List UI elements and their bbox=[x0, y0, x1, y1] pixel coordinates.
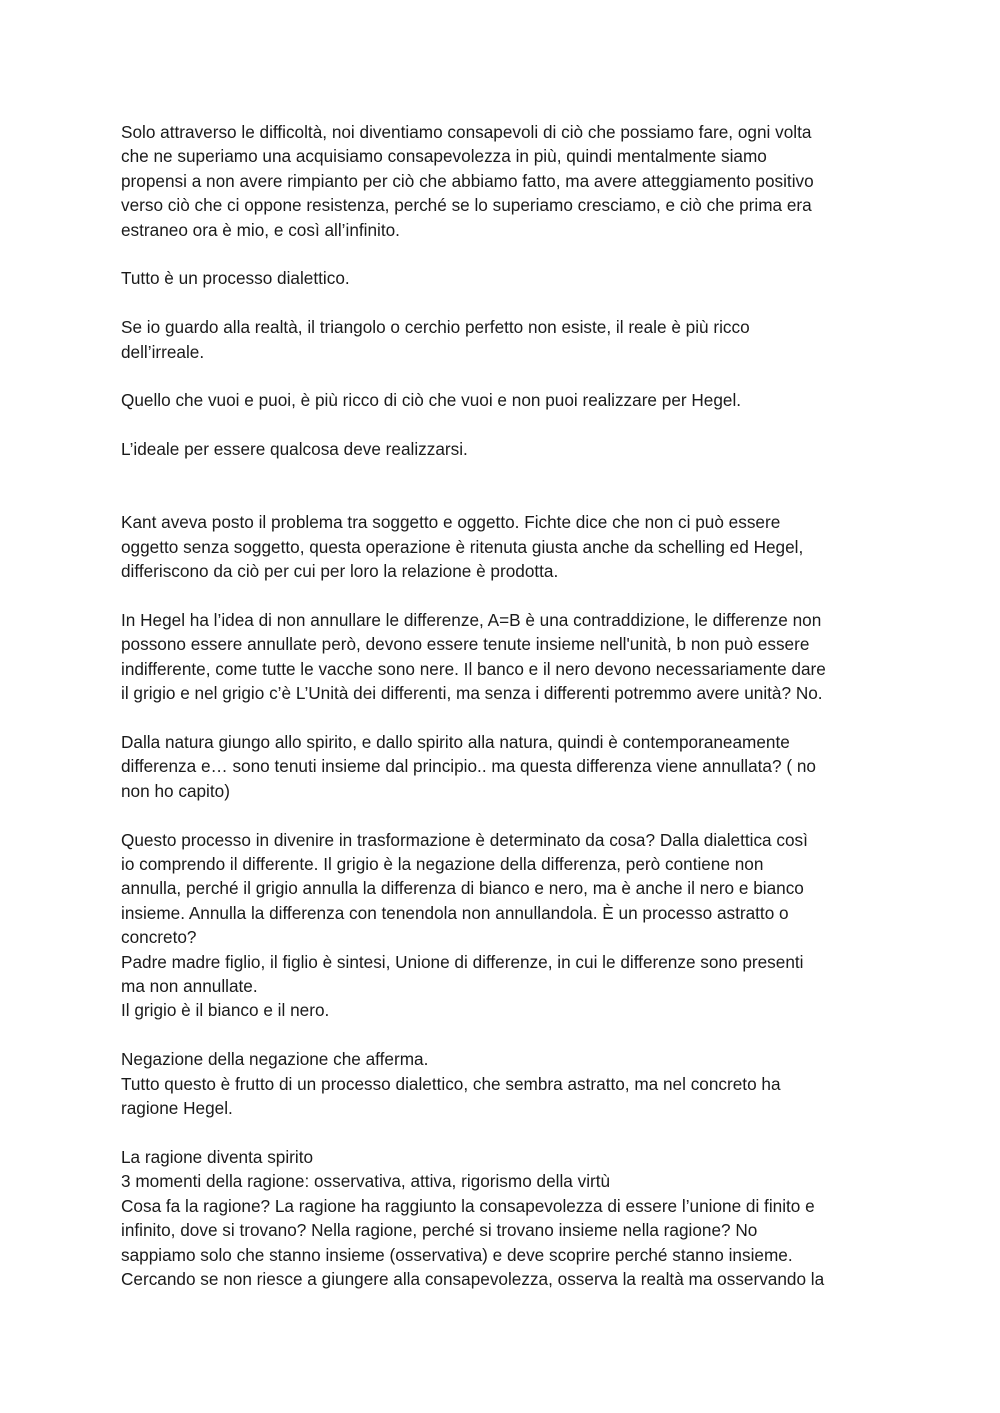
paragraph-kant bbox=[121, 510, 889, 583]
paragraph-ragione-spirito bbox=[121, 1145, 889, 1291]
text-line: possono essere annullate però, devono essere tenute insieme nell'unità, b non può essere bbox=[121, 634, 810, 655]
text-line: Kant aveva posto il problema tra soggetto e oggetto. Fichte dice che non ci può essere bbox=[121, 512, 781, 533]
document-body bbox=[121, 120, 889, 1291]
text-line: sappiamo solo che stanno insieme (osservativa) e deve scoprire perché stanno insieme. bbox=[121, 1244, 793, 1265]
text-line: Cercando se non riesce a giungere alla consapevolezza, osserva la realtà ma osservando la bbox=[121, 1268, 825, 1289]
text-line: oggetto senza soggetto, questa operazione è ritenuta giusta anche da schelling ed Hegel, bbox=[121, 536, 804, 557]
paragraph-divenire bbox=[121, 828, 889, 1023]
text-line: annulla, perché il grigio annulla la differenza di bianco e nero, ma è anche il nero e bianco bbox=[121, 878, 804, 899]
text-line: estraneo ora è mio, e così all’infinito. bbox=[121, 219, 400, 240]
text-line: In Hegel ha l’idea di non annullare le differenze, A=B è una contraddizione, le differenze non bbox=[121, 610, 822, 631]
text-line: Padre madre figlio, il figlio è sintesi, Unione di differenze, in cui le differenze sono presenti bbox=[121, 951, 804, 972]
blank-line bbox=[121, 486, 889, 510]
text-line: differiscono da ciò per cui per loro la relazione è prodotta. bbox=[121, 561, 559, 582]
text-line: Tutto è un processo dialettico. bbox=[121, 268, 350, 289]
text-line: dell’irreale. bbox=[121, 341, 205, 362]
paragraph-ideale bbox=[121, 437, 889, 461]
text-line: La ragione diventa spirito bbox=[121, 1146, 314, 1167]
text-line: concreto? bbox=[121, 927, 197, 948]
text-line: differenza e… sono tenuti insieme dal principio.. ma questa differenza viene annullata? ( no bbox=[121, 756, 816, 777]
text-line: insieme. Annulla la differenza con tenendola non annullandola. È un processo astratto o bbox=[121, 902, 789, 923]
text-line: ragione Hegel. bbox=[121, 1098, 233, 1119]
text-line: L’ideale per essere qualcosa deve realizzarsi. bbox=[121, 439, 468, 460]
text-line: Negazione della negazione che afferma. bbox=[121, 1049, 429, 1070]
paragraph-negazione bbox=[121, 1047, 889, 1120]
text-line: il grigio e nel grigio c’è L’Unità dei differenti, ma senza i differenti potremmo avere unità? No. bbox=[121, 683, 823, 704]
text-line: indifferente, come tutte le vacche sono nere. Il banco e il nero devono necessariamente dare bbox=[121, 658, 826, 679]
paragraph-hegel-differenze bbox=[121, 608, 889, 706]
paragraph-vuoi-puoi bbox=[121, 388, 889, 412]
paragraph-difficolta bbox=[121, 120, 889, 242]
text-line: ma non annullate. bbox=[121, 976, 258, 997]
text-line: che ne superiamo una acquisiamo consapevolezza in più, quindi mentalmente siamo bbox=[121, 146, 767, 167]
text-line: Tutto questo è frutto di un processo dialettico, che sembra astratto, ma nel concreto ha bbox=[121, 1073, 781, 1094]
text-line: Questo processo in divenire in trasformazione è determinato da cosa? Dalla dialettica così bbox=[121, 829, 808, 850]
text-line: Cosa fa la ragione? La ragione ha raggiunto la consapevolezza di essere l’unione di finito e bbox=[121, 1195, 815, 1216]
paragraph-processo-dialettico bbox=[121, 266, 889, 290]
text-line: Se io guardo alla realtà, il triangolo o cerchio perfetto non esiste, il reale è più ricco bbox=[121, 317, 750, 338]
paragraph-realta bbox=[121, 315, 889, 364]
text-line: Dalla natura giungo allo spirito, e dallo spirito alla natura, quindi è contemporaneamente bbox=[121, 732, 790, 753]
text-line: Il grigio è il bianco e il nero. bbox=[121, 1000, 330, 1021]
text-line: non ho capito) bbox=[121, 780, 230, 801]
text-line: infinito, dove si trovano? Nella ragione, perché si trovano insieme nella ragione? No bbox=[121, 1220, 758, 1241]
text-line: Solo attraverso le difficoltà, noi diventiamo consapevoli di ciò che possiamo fare, ogni volta bbox=[121, 122, 812, 142]
text-line: io comprendo il differente. Il grigio è la negazione della differenza, però contiene non bbox=[121, 854, 764, 875]
text-line: Quello che vuoi e puoi, è più ricco di ciò che vuoi e non puoi realizzare per Hegel. bbox=[121, 390, 742, 411]
text-line: propensi a non avere rimpianto per ciò che abbiamo fatto, ma avere atteggiamento positivo bbox=[121, 170, 814, 191]
text-line: 3 momenti della ragione: osservativa, attiva, rigorismo della virtù bbox=[121, 1171, 611, 1192]
text-line: verso ciò che ci oppone resistenza, perché se lo superiamo cresciamo, e ciò che prima era bbox=[121, 195, 812, 216]
paragraph-natura-spirito bbox=[121, 730, 889, 803]
